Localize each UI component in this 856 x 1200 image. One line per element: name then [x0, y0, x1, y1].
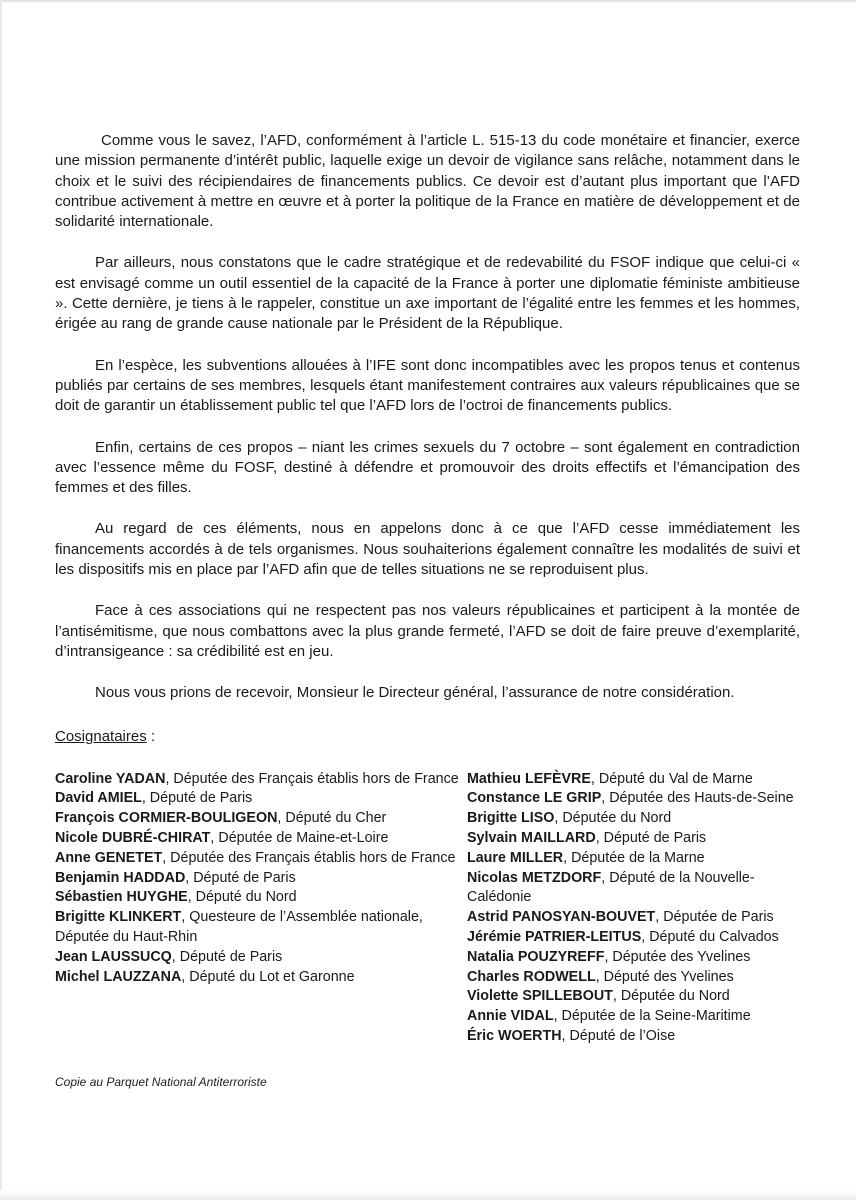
signatory: [467, 987, 800, 1007]
signatories-right-column: [467, 770, 800, 1047]
signatory: [467, 809, 800, 829]
signatory: [55, 849, 467, 869]
page-edge-left: [0, 0, 2, 1200]
signatory: [467, 770, 800, 790]
signatory-role: , Députée de Paris: [655, 909, 774, 926]
signatory-name: Éric WOERTH: [467, 1027, 562, 1044]
paragraph-antisemitism: Face à ces associations qui ne respectent pas nos valeurs républicaines et participent à la montée de l’antisémitisme, que nous combattons avec la plus grande fermeté, l’AFD se doit de faire preuve d’exemplarité, d’intransigeance : sa crédibilité est en jeu.: [55, 602, 800, 660]
signatory-role: , Questeure de l’Assemblée nationale, Députée du Haut-Rhin: [55, 909, 423, 945]
signatory-name: Jérémie PATRIER-LEITUS: [467, 928, 642, 945]
paragraph-closing: Nous vous prions de recevoir, Monsieur le Directeur général, l’assurance de notre considération.: [95, 684, 735, 702]
signatory: [55, 869, 467, 889]
signatory-role: , Député de Paris: [141, 790, 253, 807]
page-edge-top: [0, 0, 856, 2]
signatory-role: , Députée de la Seine-Maritime: [553, 1008, 751, 1025]
signatory-name: Natalia POUZYREFF: [467, 948, 605, 965]
signatory: [467, 928, 800, 948]
signatory: [55, 789, 467, 809]
signatory: [55, 829, 467, 849]
signatory: [467, 829, 800, 849]
signatory-role: , Député du Calvados: [641, 928, 779, 945]
signatory-name: Violette SPILLEBOUT: [467, 988, 613, 1005]
copy-note: Copie au Parquet National Antiterroriste: [55, 1075, 267, 1089]
signatory-name: François CORMIER-BOULIGEON: [55, 810, 278, 827]
signatory-role: , Député de Paris: [185, 869, 296, 886]
signatory-role: , Députée des Français établis hors de France: [162, 849, 456, 866]
signatory: [55, 908, 467, 948]
signatory: [55, 888, 467, 908]
signatory-name: Sébastien HUYGHE: [55, 889, 188, 906]
letter-body: [55, 131, 800, 1047]
signatory-name: Benjamin HADDAD: [55, 869, 186, 886]
signatory-name: Brigitte LISO: [467, 810, 555, 827]
signatory-name: Constance LE GRIP: [467, 790, 602, 807]
signatory-name: Annie VIDAL: [467, 1008, 554, 1025]
signatories: [55, 770, 800, 1047]
signatory: [467, 948, 800, 968]
signatory-name: Caroline YADAN: [55, 770, 166, 787]
signatory-name: Laure MILLER: [467, 849, 564, 866]
paragraph-request: Au regard de ces éléments, nous en appelons donc à ce que l’AFD cesse immédiatement les financements accordés à de tels organismes. Nous souhaiterions également connaître les modalités de suivi et les dispositifs mis en place par l’AFD afin que de telles situations ne se reproduisent plus.: [55, 520, 800, 579]
cosignataires-suffix: :: [146, 727, 156, 745]
page-edge-bottom: [0, 1190, 856, 1200]
signatory-role: , Députée de la Marne: [563, 849, 705, 866]
signatory: [467, 968, 800, 988]
signatory-role: , Députée de Maine-et-Loire: [210, 829, 389, 846]
paragraph-ife-subsidies: En l’espèce, les subventions allouées à l’IFE sont donc incompatibles avec les propos tenus et contenus publiés par certains de ses membres, lesquels étant manifestement contraires aux valeurs républicaines que se doit de garantir un établissement public tel que l’AFD lors de l’octroi de financements publics.: [55, 356, 800, 415]
paragraph-fsof: Par ailleurs, nous constatons que le cadre stratégique et de redevabilité du FSOF indique que celui-ci « est envisagé comme un outil essentiel de la capacité de la France à porter une diplomatie féministe ambitieuse ». Cette dernière, je tiens à le rappeler, constitue un axe important de l’égalité entre les femmes et les hommes, érigée au rang de grande cause nationale par le Président de la République.: [55, 254, 800, 333]
signatory-name: Anne GENETET: [55, 849, 163, 866]
signatory-role: , Députée des Français établis hors de France: [165, 770, 459, 787]
signatory: [467, 1027, 800, 1047]
signatory: [467, 849, 800, 869]
signatories-left-column: [55, 770, 467, 1047]
signatory-role: , Député de Paris: [595, 829, 707, 846]
paragraph-mission: Comme vous le savez, l’AFD, conformément à l’article L. 515-13 du code monétaire et financier, exerce une mission permanente d’intérêt public, laquelle exige un devoir de vigilance sans relâche, notamment dans le choix et le suivi des récipiendaires de financements publics. Ce devoir est d’autant plus important que l’AFD contribue activement à mettre en œuvre et à porter la politique de la France en matière de développement et de solidarité internationale.: [55, 132, 800, 231]
signatory-role: , Député du Cher: [277, 810, 387, 827]
signatory: [467, 1007, 800, 1027]
signatory-role: , Député du Nord: [187, 889, 297, 906]
signatory-role: , Députée du Nord: [554, 810, 672, 827]
signatory: [55, 968, 467, 988]
signatory-role: , Député de l’Oise: [561, 1027, 676, 1044]
signatory-name: Brigitte KLINKERT: [55, 909, 182, 926]
signatory-role: , Député du Lot et Garonne: [181, 968, 355, 985]
signatory-name: Nicolas METZDORF: [467, 869, 602, 886]
signatory-role: , Député du Val de Marne: [590, 770, 753, 787]
signatory-name: Mathieu LEFÈVRE: [467, 770, 591, 787]
signatory-role: , Député de Paris: [171, 948, 283, 965]
cosignataires-label: Cosignataires: [55, 727, 147, 745]
signatory-name: David AMIEL: [55, 790, 142, 807]
signatory-name: Sylvain MAILLARD: [467, 829, 596, 846]
signatory-name: Nicole DUBRÉ-CHIRAT: [55, 829, 211, 846]
signatory-role: , Députée des Hauts-de-Seine: [601, 790, 794, 807]
signatory: [55, 948, 467, 968]
signatory: [55, 770, 467, 790]
signatory-name: Jean LAUSSUCQ: [55, 948, 172, 965]
signatory-role: , Députée du Nord: [612, 988, 730, 1005]
signatory-name: Charles RODWELL: [467, 968, 596, 985]
signatory: [467, 789, 800, 809]
signatory: [467, 869, 800, 909]
signatory-role: , Député des Yvelines: [595, 968, 734, 985]
signatory: [55, 809, 467, 829]
cosignataires-heading: [55, 725, 800, 747]
signatory-name: Michel LAUZZANA: [55, 968, 182, 985]
paragraph-october-7: Enfin, certains de ces propos – niant les crimes sexuels du 7 octobre – sont également en contradiction avec l’essence même du FOSF, destiné à défendre et promouvoir des droits effectifs et l’émancipation des femmes et des filles.: [55, 438, 800, 497]
signatory-role: , Député de la Nouvelle-Calédonie: [467, 869, 755, 906]
signatory-name: Astrid PANOSYAN-BOUVET: [467, 909, 656, 926]
signatory-role: , Députée des Yvelines: [604, 948, 751, 965]
signatory: [467, 908, 800, 928]
